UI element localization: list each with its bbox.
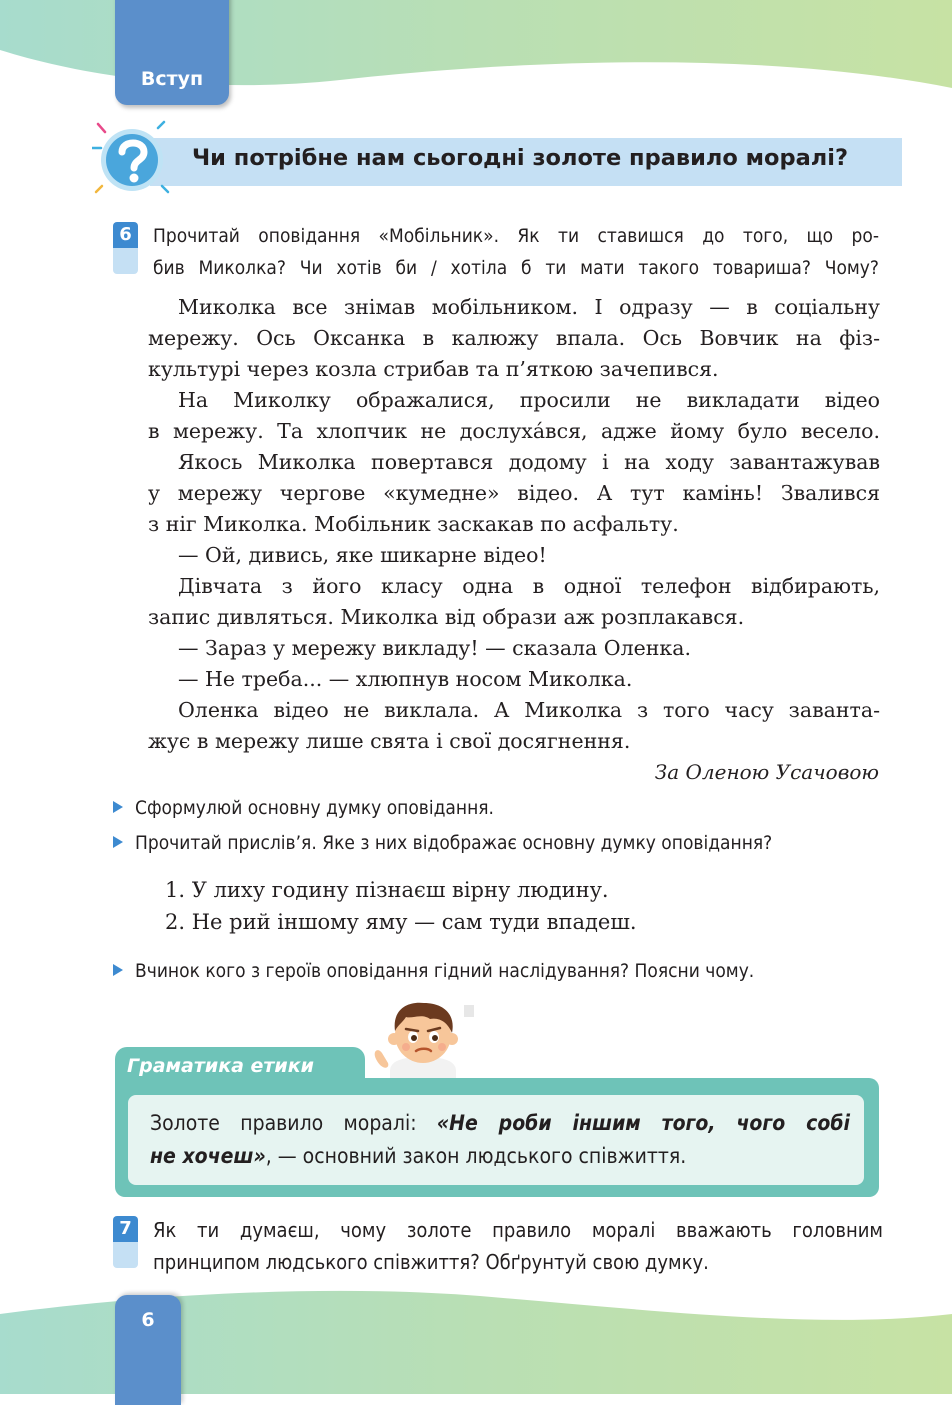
golden-rule-text <box>150 1107 850 1173</box>
rule-prefix: Золоте правило моралі: <box>150 1111 437 1135</box>
task-line: Як ти думаєш, чому золоте правило моралі вважають головним <box>153 1218 883 1242</box>
question-text: Прочитай прислів’я. Яке з них відображає основну думку оповідання? <box>135 832 773 854</box>
question-item <box>113 832 772 854</box>
section-label: Вступ <box>140 68 204 90</box>
story-line: Дівчата з його класу одна в одної телефон відбирають, <box>178 574 880 598</box>
task-line: принципом людського співжиття? Обґрунтуй свою думку. <box>153 1250 709 1274</box>
rule-suffix: , — основний закон людського співжиття. <box>265 1144 687 1168</box>
ethics-label: Граматика етики <box>115 1047 365 1085</box>
story-line: — Ой, дивись, яке шикарне відео! <box>178 543 547 567</box>
section-tab <box>115 0 229 105</box>
story-line: запис дивляться. Миколка від образи аж розплакався. <box>148 605 745 629</box>
proverb-item: 1. У лиху годину пізнаєш вірну людину. <box>165 878 609 902</box>
question-item <box>113 960 754 982</box>
story-line: — Не треба... — хлюпнув носом Миколка. <box>178 667 633 691</box>
task-line: бив Миколка? Чи хотів би / хотіла б ти мати такого товариша? Чому? <box>153 257 879 279</box>
ethics-box <box>115 1078 879 1197</box>
question-mark-icon <box>92 118 172 200</box>
page-number: 6 <box>141 1309 155 1331</box>
page-number-tab <box>115 1295 181 1405</box>
proverb-item: 2. Не рий іншому яму — сам туди впадеш. <box>165 910 637 934</box>
story-line: у мережу чергове «кумедне» відео. А тут камінь! Звалився <box>148 481 880 505</box>
story-line: Якось Миколка повертався додому і на ходу завантажував <box>178 450 880 474</box>
story-author: За Оленою Усачовою <box>654 760 879 784</box>
task-number: 7 <box>113 1216 138 1242</box>
story-line: культурі через козла стрибав та п’яткою зачепився. <box>148 357 719 381</box>
ethics-inner <box>128 1095 864 1185</box>
story-line: з ніг Миколка. Мобільник заскакав по асфальту. <box>148 512 679 536</box>
story-line: Миколка все знімав мобільником. І одразу — в соціальну <box>178 295 880 319</box>
task-number: 6 <box>113 222 138 248</box>
question-item <box>113 797 494 819</box>
story-line: — Зараз у мережу викладу! — сказала Оленка. <box>178 636 691 660</box>
boy-illustration <box>368 997 478 1081</box>
bullet-triangle-icon <box>113 836 123 848</box>
story-line: в мережу. Та хлопчик не дослуха́вся, адже йому було весело. <box>148 419 880 443</box>
story-line: Оленка відео не виклала. А Миколка з того часу заванта- <box>178 698 880 722</box>
task-line: Прочитай оповідання «Мобільник». Як ти ставишся до того, що ро- <box>153 225 879 247</box>
task-number-badge <box>113 1216 138 1268</box>
story-line: На Миколку ображалися, просили не викладати відео <box>178 388 880 412</box>
story-line: жує в мережу лише свята і свої досягнення. <box>148 729 631 753</box>
task-6-text <box>153 220 879 284</box>
story-line: мережу. Ось Оксанка в калюжу впала. Ось Вовчик на фіз- <box>148 326 880 350</box>
task-7-text <box>153 1214 883 1278</box>
rule-quote: «Не роби іншим того, чого собі <box>436 1111 850 1135</box>
bullet-triangle-icon <box>113 964 123 976</box>
bullet-triangle-icon <box>113 801 123 813</box>
task-number-badge <box>113 222 138 274</box>
page-heading: Чи потрібне нам сьогодні золоте правило моралі? <box>192 145 849 171</box>
proverbs-list <box>165 874 637 938</box>
rule-quote: не хочеш» <box>150 1144 266 1168</box>
question-text: Сформулюй основну думку оповідання. <box>135 797 494 819</box>
story-text <box>148 292 880 757</box>
question-text: Вчинок кого з героїв оповідання гідний наслідування? Поясни чому. <box>135 960 755 982</box>
